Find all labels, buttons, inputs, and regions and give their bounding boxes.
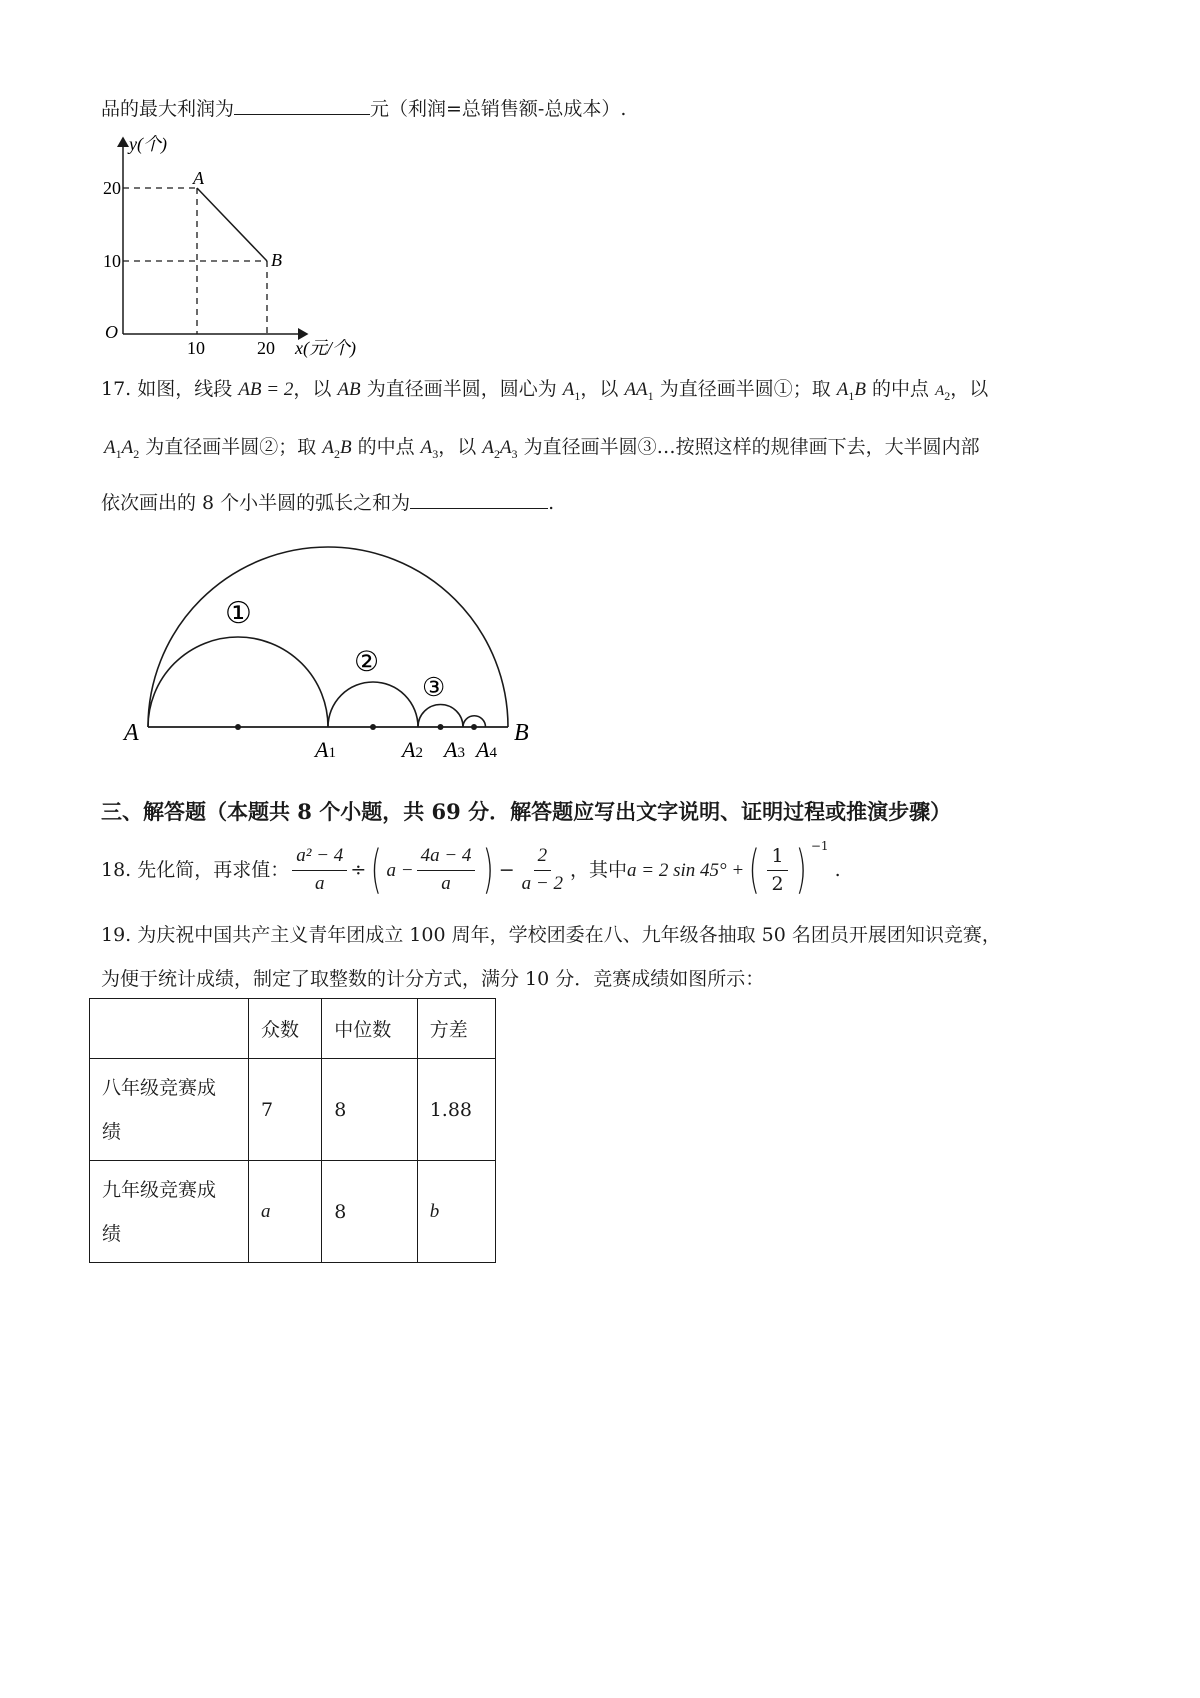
- q18-text: 先化简，再求值：: [137, 858, 290, 881]
- q17-text: ，以: [438, 436, 477, 458]
- q18-frac1-num: a² − 4: [292, 846, 347, 871]
- x-axis-label: x(元/个): [295, 338, 356, 358]
- q17-text: 如图，线段: [137, 378, 233, 400]
- q17-math: [322, 437, 352, 461]
- circle-label-1: ①: [225, 597, 252, 630]
- table-cell-variance: b: [417, 1161, 495, 1263]
- semicircle-3: [418, 705, 463, 728]
- q17-math: [104, 437, 140, 461]
- x-tick-20: 20: [257, 338, 275, 358]
- label-a3-letter: A: [444, 737, 458, 762]
- q18-lparen2: (: [748, 840, 760, 900]
- q17-math-letter: A: [104, 437, 116, 458]
- q17-text: 为直径画半圆①；取: [659, 378, 831, 400]
- q17-math-sub: 1: [115, 447, 122, 461]
- label-a1-sub: 1: [328, 745, 336, 761]
- q17-math-sub: 2: [133, 447, 140, 461]
- q17-math-letter: A: [624, 379, 637, 400]
- table-cell-mode: a: [249, 1161, 322, 1263]
- semicircle-1: [148, 637, 328, 727]
- q18-where: ，其中: [569, 858, 627, 881]
- q17-math: [935, 383, 951, 403]
- q17-math: [420, 437, 439, 461]
- origin-label: O: [105, 322, 118, 342]
- q18-number: 18.: [101, 858, 132, 881]
- center-dot-3: [438, 724, 444, 730]
- table-header-cell: 方差: [417, 999, 495, 1059]
- q17-math-sub: 1: [647, 389, 654, 403]
- semicircle-2: [328, 682, 418, 727]
- q17-math-sub: 2: [944, 389, 951, 403]
- q17-math-letter: A: [499, 437, 512, 458]
- circle-label-3: ③: [422, 673, 446, 702]
- q17-text: ，以: [950, 378, 989, 400]
- q16-tail-line: [101, 96, 626, 119]
- row-label-line1: 九年级竞赛成: [102, 1178, 217, 1201]
- q18-inner-a: a −: [386, 859, 414, 881]
- section3-heading: 三、解答题（本题共 8 个小题，共 69 分．解答题应写出文字说明、证明过程或推演步骤）: [101, 799, 952, 824]
- label-a4-sub: 4: [489, 745, 497, 761]
- q17-math: [482, 437, 518, 461]
- q18-frac4: [767, 846, 787, 895]
- q17-math: AB: [337, 379, 361, 400]
- q17-math-sub: 1: [574, 389, 581, 403]
- q18-frac1-den: a: [315, 872, 325, 894]
- y-tick-10: 10: [103, 251, 121, 271]
- label-a4: [474, 737, 497, 762]
- table-row: [90, 1059, 496, 1161]
- q18-line: [101, 839, 841, 900]
- q17-text: 为直径画半圆③…按照这样的规律画下去，大半圆内部: [523, 436, 980, 458]
- q17-semicircle-diagram: [118, 535, 548, 765]
- big-semicircle: [148, 547, 508, 727]
- center-dot-2: [370, 724, 376, 730]
- q16-text-after: 元（利润=总销售额-总成本）.: [370, 98, 627, 120]
- label-b: B: [514, 720, 529, 746]
- q17-math-letter: A: [121, 437, 134, 458]
- q17-math-letter: A: [322, 437, 334, 458]
- q18-frac4-den: 2: [771, 872, 784, 895]
- label-a4-letter: A: [476, 737, 490, 762]
- row-label-line2: 绩: [102, 1120, 122, 1143]
- q17-math-letter: B: [339, 437, 352, 458]
- table-cell-median: 8: [322, 1059, 417, 1161]
- q17-math-sub: 3: [432, 447, 439, 461]
- label-a2-sub: 2: [415, 745, 423, 761]
- q17-text: 依次画出的 8 个小半圆的弧长之和为: [101, 492, 411, 514]
- label-a1-letter: A: [315, 737, 329, 762]
- q17-math-letter: A: [636, 379, 648, 400]
- q18-frac4-num: 1: [767, 846, 787, 871]
- q18-rparen2: ): [795, 840, 807, 900]
- table-cell-median: 8: [322, 1161, 417, 1263]
- q17-math: [624, 379, 654, 403]
- y-axis-label: y(个): [129, 134, 167, 154]
- q17-math-letter: A: [562, 379, 575, 400]
- point-a-label: A: [193, 168, 204, 188]
- q16-text-before: 品的最大利润为: [101, 98, 235, 120]
- segment-ab: [197, 188, 267, 261]
- q18-div: ÷: [350, 858, 367, 881]
- table-cell-mode: 7: [249, 1059, 322, 1161]
- center-dot-1: [235, 724, 241, 730]
- q17-math-sub: 1: [848, 389, 855, 403]
- q18-frac3-num: 2: [534, 846, 552, 871]
- q17-text: 为直径画半圆，圆心为: [366, 378, 557, 400]
- q17-text: 的中点: [357, 436, 415, 458]
- q17-math: [562, 379, 581, 403]
- label-a3: [442, 737, 465, 762]
- table-header-cell: 众数: [249, 999, 322, 1059]
- q17-math: [836, 379, 866, 403]
- label-a2-letter: A: [402, 737, 416, 762]
- q17-math-letter: B: [854, 379, 866, 400]
- q18-minus: −: [498, 858, 515, 881]
- q17-math-letter: A: [836, 379, 849, 400]
- q19-text: 为庆祝中国共产主义青年团成立 100 周年，学校团委在八、九年级各抽取 50 名团员开展团知识竞赛，: [137, 924, 1001, 946]
- q18-value-expr: a = 2 sin 45° +: [627, 859, 745, 881]
- q16-graph: [95, 128, 395, 364]
- q18-frac3-den: a − 2: [521, 872, 563, 894]
- q18-rparen: ): [483, 840, 495, 900]
- q17-line2: [104, 438, 980, 460]
- q17-math-sub: 3: [511, 447, 518, 461]
- row-label-line2: 绩: [102, 1222, 122, 1245]
- table-header-row: [90, 999, 496, 1059]
- q18-lparen: (: [370, 840, 382, 900]
- table-cell-variance: 1.88: [417, 1059, 495, 1161]
- q18-frac2: [417, 846, 476, 895]
- q18-exponent: −1: [810, 839, 829, 853]
- q17-math-sub: 2: [493, 447, 500, 461]
- q16-answer-blank[interactable]: [234, 96, 370, 115]
- table-header-cell: [90, 999, 249, 1059]
- label-a3-sub: 3: [457, 745, 465, 761]
- q18-frac3: [518, 846, 567, 895]
- center-dot-4: [471, 724, 477, 730]
- table-header-cell: 中位数: [322, 999, 417, 1059]
- q17-math-letter: A: [935, 383, 945, 399]
- label-a1: [313, 737, 336, 762]
- q17-text: 的中点: [872, 378, 930, 400]
- q19-score-table: [89, 998, 496, 1263]
- q19-line2: 为便于统计成绩，制定了取整数的计分方式，满分 10 分．竞赛成绩如图所示：: [101, 968, 765, 990]
- q18-frac2-num: 4a − 4: [417, 846, 476, 871]
- table-row: [90, 1161, 496, 1263]
- q17-math-letter: A: [420, 437, 433, 458]
- y-tick-20: 20: [103, 178, 121, 198]
- row-label-line1: 八年级竞赛成: [102, 1076, 217, 1099]
- q17-math-letter: A: [482, 437, 494, 458]
- label-a2: [400, 737, 423, 762]
- q17-answer-blank[interactable]: [410, 490, 548, 509]
- circle-label-2: ②: [354, 647, 380, 678]
- q19-line1: [101, 926, 1001, 945]
- table-row-label: [90, 1059, 249, 1161]
- q17-line1: [101, 380, 988, 402]
- q17-math-sub: 2: [333, 447, 340, 461]
- q17-text: 为直径画半圆②；取: [145, 436, 317, 458]
- q18-end: .: [834, 858, 841, 881]
- label-a: A: [124, 720, 139, 746]
- x-tick-10: 10: [187, 338, 205, 358]
- q17-text: ，以: [293, 378, 332, 400]
- q17-ab-eq: AB = 2: [238, 379, 294, 400]
- q17-line3: [101, 490, 554, 513]
- q17-text: .: [548, 492, 555, 514]
- q18-frac2-den: a: [441, 872, 451, 894]
- q17-number: 17.: [101, 378, 132, 400]
- point-b-label: B: [271, 250, 282, 270]
- q19-number: 19.: [101, 924, 132, 946]
- q17-text: ，以: [580, 378, 619, 400]
- q18-frac1: [292, 846, 347, 895]
- table-row-label: [90, 1161, 249, 1263]
